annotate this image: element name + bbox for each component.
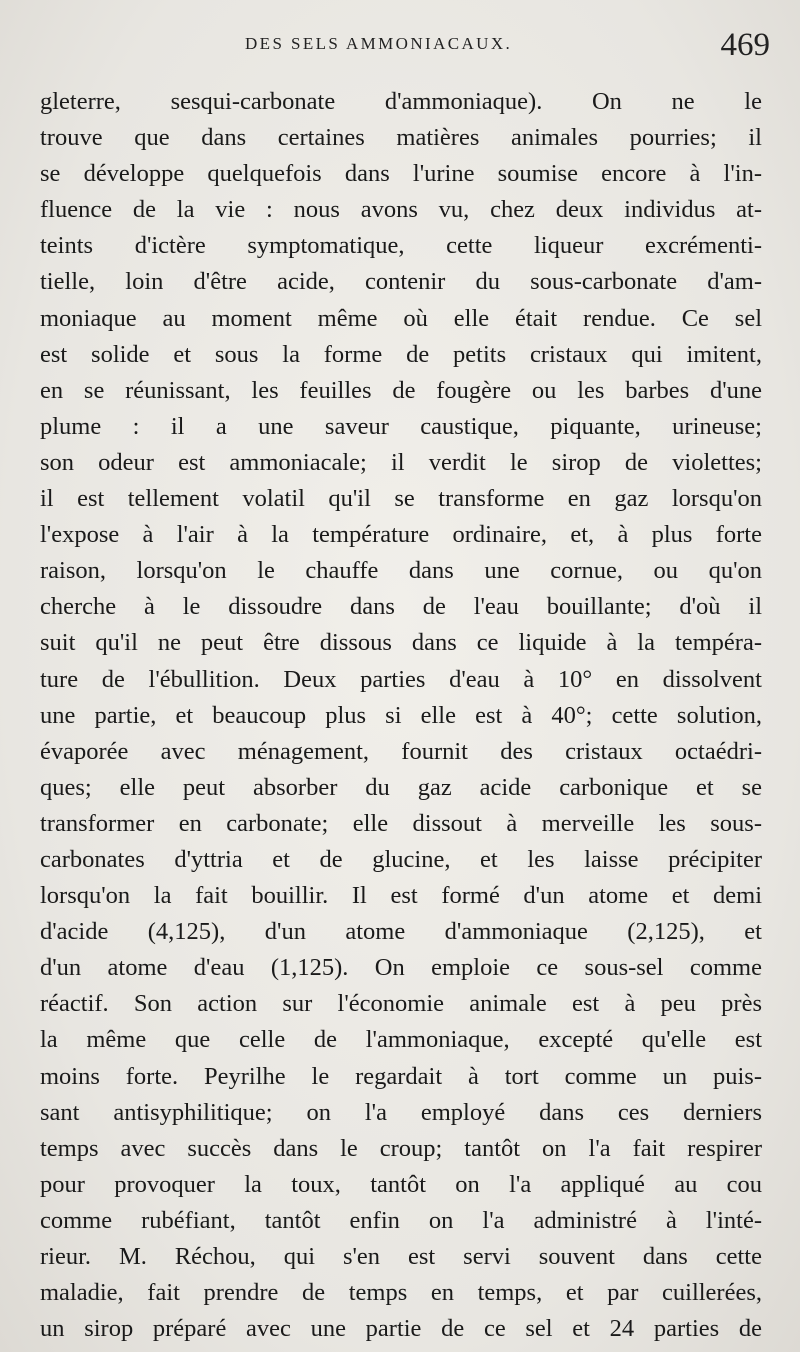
text-line: suit qu'il ne peut être dissous dans ce liquide à la tempéra- — [40, 629, 762, 657]
text-line: il est tellement volatil qu'il se transforme en gaz lorsqu'on — [40, 485, 762, 513]
text-line: carbonates d'yttria et de glucine, et les laisse précipiter — [40, 845, 762, 873]
text-line: tielle, loin d'être acide, contenir du sous-carbonate d'am- — [40, 268, 762, 296]
text-line: ture de l'ébullition. Deux parties d'eau à 10° en dissolvent — [40, 665, 762, 693]
text-line: une partie, et beaucoup plus si elle est à 40°; cette solution, — [40, 701, 762, 729]
text-line: comme rubéfiant, tantôt enfin on l'a administré à l'inté- — [40, 1206, 762, 1234]
text-line: la même que celle de l'ammoniaque, excepté qu'elle est — [40, 1026, 762, 1054]
text-line: fluence de la vie : nous avons vu, chez deux individus at- — [40, 196, 762, 224]
text-line: se développe quelquefois dans l'urine soumise encore à l'in- — [40, 160, 762, 188]
text-line: lorsqu'on la fait bouillir. Il est formé d'un atome et demi — [40, 882, 762, 910]
text-line: teints d'ictère symptomatique, cette liqueur excrémenti- — [40, 232, 762, 260]
text-line: évaporée avec ménagement, fournit des cristaux octaédri- — [40, 737, 762, 765]
text-line: d'acide (4,125), d'un atome d'ammoniaque (2,125), et — [40, 918, 762, 946]
text-line: plume : il a une saveur caustique, piquante, urineuse; — [40, 412, 762, 440]
text-line: transformer en carbonate; elle dissout à merveille les sous- — [40, 809, 762, 837]
text-line: un sirop préparé avec une partie de ce sel et 24 parties de — [40, 1315, 762, 1343]
text-line: d'un atome d'eau (1,125). On emploie ce sous-sel comme — [40, 954, 762, 982]
text-line: trouve que dans certaines matières animales pourries; il — [40, 124, 762, 152]
text-line: temps avec succès dans le croup; tantôt on l'a fait respirer — [40, 1134, 762, 1162]
text-line: l'expose à l'air à la température ordinaire, et, à plus forte — [40, 521, 762, 549]
text-line: moniaque au moment même où elle était rendue. Ce sel — [40, 304, 762, 332]
text-line: cherche à le dissoudre dans de l'eau bouillante; d'où il — [40, 593, 762, 621]
text-line: réactif. Son action sur l'économie animale est à peu près — [40, 990, 762, 1018]
text-line: gleterre, sesqui-carbonate d'ammoniaque). On ne le — [40, 88, 762, 115]
body-text — [40, 84, 762, 1347]
text-line: raison, lorsqu'on le chauffe dans une cornue, ou qu'on — [40, 557, 762, 585]
page-number: 469 — [720, 27, 770, 63]
text-line: son odeur est ammoniacale; il verdit le sirop de violettes; — [40, 448, 762, 476]
page-header — [40, 27, 770, 74]
text-line: est solide et sous la forme de petits cristaux qui imitent, — [40, 340, 762, 368]
text-line: ques; elle peut absorber du gaz acide carbonique et se — [40, 773, 762, 801]
text-line: rieur. M. Réchou, qui s'en est servi souvent dans cette — [40, 1243, 762, 1270]
text-line: en se réunissant, les feuilles de fougère ou les barbes d'une — [40, 376, 762, 404]
text-line: moins forte. Peyrilhe le regardait à tort comme un puis- — [40, 1062, 762, 1090]
text-line: sant antisyphilitique; on l'a employé dans ces derniers — [40, 1098, 762, 1126]
running-title: DES SELS AMMONIACAUX. — [245, 34, 513, 53]
text-line: maladie, fait prendre de temps en temps, et par cuillerées, — [40, 1279, 762, 1307]
text-line: pour provoquer la toux, tantôt on l'a appliqué au cou — [40, 1170, 762, 1198]
